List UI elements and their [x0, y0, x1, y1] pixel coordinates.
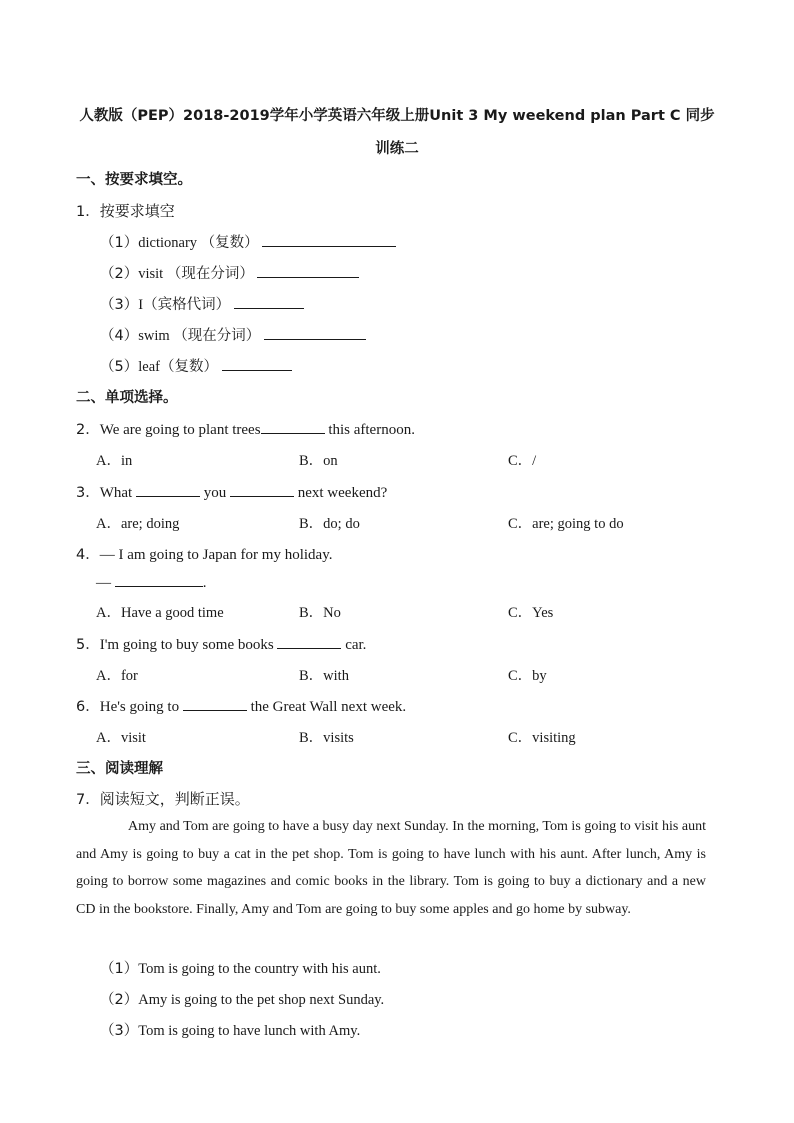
q6-option-a[interactable]: A．visit — [96, 730, 146, 746]
q6-option-c[interactable]: C．visiting — [508, 730, 576, 746]
q3-option-b[interactable]: B．do; do — [299, 516, 360, 532]
question-number: 5． — [76, 637, 100, 653]
answer-blank[interactable] — [261, 421, 325, 434]
item-word: swim — [138, 328, 170, 344]
question-text: — I am going to Japan for my holiday. — [99, 547, 333, 563]
q7-statement-1 — [100, 957, 381, 978]
q1-item-2 — [100, 262, 359, 283]
answer-blank[interactable] — [222, 358, 292, 371]
q5-option-c[interactable]: C．by — [508, 668, 547, 684]
answer-blank[interactable] — [277, 636, 341, 649]
item-hint: （复数） — [200, 235, 259, 251]
question-text-pre: What — [99, 485, 136, 501]
item-label: （1） — [100, 235, 139, 251]
question-text: 阅读短文，判断正误。 — [99, 790, 250, 808]
q1-item-1 — [100, 231, 396, 252]
answer-blank[interactable] — [115, 574, 203, 587]
answer-blank[interactable] — [264, 327, 366, 340]
item-hint: （宾格代词） — [143, 297, 231, 313]
answer-blank[interactable] — [234, 296, 304, 309]
question-5 — [76, 633, 366, 654]
question-number: 2． — [76, 422, 100, 438]
question-text-pre: We are going to plant trees — [99, 422, 261, 438]
q2-option-b[interactable]: B．on — [299, 453, 338, 469]
question-number: 6． — [76, 699, 100, 715]
question-text-post: this afternoon. — [324, 422, 415, 438]
question-2 — [76, 418, 415, 439]
statement-text: Tom is going to the country with his aunt. — [138, 961, 381, 977]
question-number: 4． — [76, 547, 100, 563]
question-text-post: the Great Wall next week. — [246, 699, 407, 715]
question-number: 7． — [76, 792, 100, 808]
q2-option-a[interactable]: A．in — [96, 453, 133, 469]
question-7 — [76, 788, 250, 809]
item-word: dictionary — [138, 235, 198, 251]
document-title-line2: 训练二 — [375, 141, 419, 157]
document-title-line1: 人教版（PEP）2018-2019学年小学英语六年级上册Unit 3 My weekend plan Part C 同步 — [79, 108, 715, 124]
item-label: （5） — [100, 359, 139, 375]
item-hint: （现在分词） — [173, 328, 261, 344]
answer-blank[interactable] — [257, 265, 359, 278]
question-text-post: next weekend? — [293, 485, 388, 501]
q1-item-5 — [100, 355, 292, 376]
q1-item-4 — [100, 324, 366, 345]
question-text-post: car. — [341, 637, 367, 653]
question-1 — [76, 200, 175, 221]
q1-item-3 — [100, 293, 304, 314]
item-label: （1） — [100, 961, 139, 977]
reading-passage: Amy and Tom are going to have a busy day next Sunday. In the morning, Tom is going to visit his aunt and Amy is going to buy a cat in the pet shop. Tom is going to have lunch with his aunt. After lunch, Amy is going to borrow some magazines and comic books in the library. Tom is going to buy a dictionary and a new CD in the bookstore. Finally, Amy and Tom are going to buy some apples and go home by subway. — [76, 819, 706, 917]
answer-blank[interactable] — [230, 484, 294, 497]
item-hint: （复数） — [159, 359, 218, 375]
q2-option-c[interactable]: C．/ — [508, 453, 537, 469]
item-word: leaf — [138, 359, 160, 375]
q7-statement-3 — [100, 1019, 360, 1040]
answer-blank[interactable] — [262, 234, 396, 247]
response-dash: — — [96, 575, 115, 591]
q6-option-b[interactable]: B．visits — [299, 730, 354, 746]
section-heading-multiple-choice: 二、单项选择。 — [76, 390, 178, 406]
q5-option-b[interactable]: B．with — [299, 668, 349, 684]
question-number: 3． — [76, 485, 100, 501]
question-4 — [76, 543, 332, 564]
item-label: （4） — [100, 328, 139, 344]
question-3 — [76, 481, 387, 502]
q4-option-a[interactable]: A．Have a good time — [96, 605, 224, 621]
answer-blank[interactable] — [136, 484, 200, 497]
item-hint: （现在分词） — [166, 266, 254, 282]
item-word: visit — [138, 266, 164, 282]
item-label: （2） — [100, 992, 139, 1008]
q4-option-c[interactable]: C．Yes — [508, 605, 554, 621]
response-end: . — [202, 575, 207, 591]
question-number: 1． — [76, 204, 100, 220]
question-text-pre: He's going to — [99, 699, 183, 715]
section-heading-fill-in: 一、按要求填空。 — [76, 172, 192, 188]
q3-option-a[interactable]: A．are; doing — [96, 516, 180, 532]
q7-statement-2 — [100, 988, 384, 1009]
question-6 — [76, 695, 406, 716]
item-word: I — [138, 297, 144, 313]
q3-option-c[interactable]: C．are; going to do — [508, 516, 624, 532]
question-text-mid: you — [199, 485, 230, 501]
item-label: （3） — [100, 297, 139, 313]
item-label: （3） — [100, 1023, 139, 1039]
question-text-pre: I'm going to buy some books — [99, 637, 278, 653]
q4-option-b[interactable]: B．No — [299, 605, 341, 621]
statement-text: Amy is going to the pet shop next Sunday. — [138, 992, 385, 1008]
q5-option-a[interactable]: A．for — [96, 668, 138, 684]
question-4-response — [96, 574, 207, 592]
item-label: （2） — [100, 266, 139, 282]
question-text: 按要求填空 — [99, 202, 175, 220]
statement-text: Tom is going to have lunch with Amy. — [138, 1023, 361, 1039]
answer-blank[interactable] — [183, 698, 247, 711]
section-heading-reading: 三、阅读理解 — [76, 761, 163, 777]
